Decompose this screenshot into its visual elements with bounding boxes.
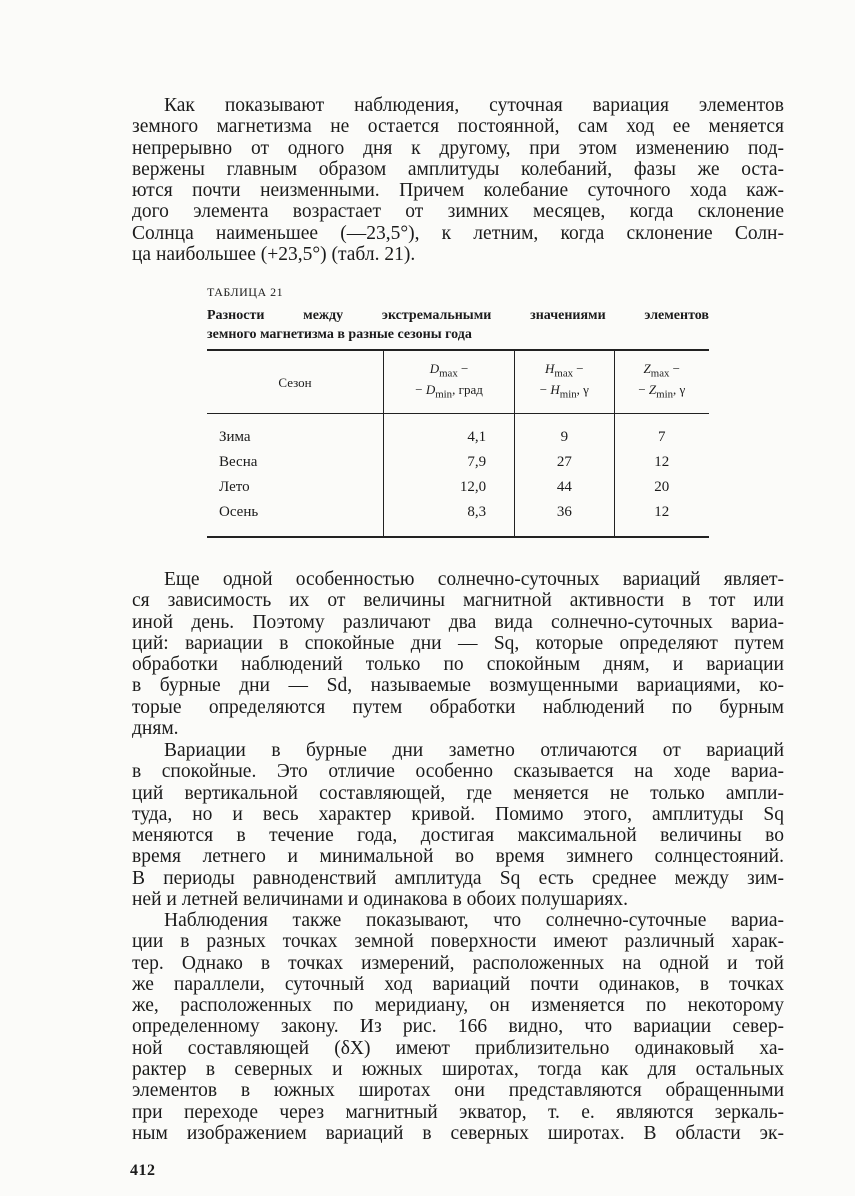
- paragraph-3: [132, 740, 784, 910]
- text-line: торые определяются путем обработки наблюдений по бурным: [132, 696, 784, 718]
- cell-d: 12,0: [384, 475, 515, 500]
- text-line: дого элемента возрастает от зимних месяцев, когда склонение: [132, 201, 784, 223]
- table-row: [207, 414, 709, 451]
- text-line: непрерывно от одного дня к другому, при этом изменению под-: [132, 137, 784, 159]
- cell-h: 44: [515, 475, 614, 500]
- data-table: [207, 349, 709, 538]
- table-row: [207, 475, 709, 500]
- text-line: же параллели, суточный ход вариаций почти одинаков, в точках: [132, 973, 784, 995]
- table-label: ТАБЛИЦА 21: [207, 285, 284, 299]
- paragraph-1: [132, 95, 784, 265]
- text-line: определенному закону. Из рис. 166 видно, что вариации север-: [132, 1016, 784, 1038]
- text-line: же, расположенных по меридиану, он изменяется по некоторому: [132, 995, 784, 1017]
- header-d-range: $D_{max}$ − − $D_{min}$, град: [384, 350, 515, 414]
- text-line: ца наибольшее (+23,5°) (табл. 21).: [132, 244, 416, 266]
- cell-season: Зима: [219, 429, 251, 445]
- text-line: Вариации в бурные дни заметно отличаются от вариаций: [164, 740, 784, 761]
- cell-z: 12: [614, 500, 709, 537]
- text-line: рактер в северных и южных широтах, тогда как для остальных: [132, 1059, 784, 1081]
- text-line: ся зависимость их от величины магнитной активности в тот или: [132, 590, 784, 612]
- text-line: в спокойные. Это отличие особенно сказывается на ходе вариа-: [132, 761, 784, 783]
- text-line: Еще одной особенностью солнечно-суточных вариаций являет-: [164, 569, 784, 590]
- cell-z: 7: [614, 414, 709, 451]
- cell-season: Лето: [219, 479, 250, 495]
- header-z-range: $Z_{max}$ − − $Z_{min}$, γ: [614, 350, 709, 414]
- cell-h: 9: [515, 414, 614, 451]
- cell-d: 4,1: [384, 414, 515, 451]
- cell-h: 36: [515, 500, 614, 537]
- text-line: туда, но и весь характер кривой. Помимо этого, амплитуды Sq: [132, 803, 784, 825]
- text-line: при переходе через магнитный экватор, т. е. являются зеркаль-: [132, 1101, 784, 1123]
- paragraph-4: [132, 910, 784, 1144]
- text-line: обработки наблюдений только по спокойным дням, и вариации: [132, 654, 784, 676]
- paragraph-2: [132, 569, 784, 739]
- table-title-line: земного магнетизма в разные сезоны года: [207, 327, 472, 342]
- table-title: [207, 306, 709, 344]
- text-line: дням.: [132, 718, 179, 740]
- table-header-row: [207, 350, 709, 414]
- text-line: ней и летней величинами и одинакова в обоих полушариях.: [132, 889, 629, 911]
- text-line: Как показывают наблюдения, суточная вариация элементов: [164, 95, 784, 116]
- text-line: время летнего и минимальной во время зимнего солнцестояний.: [132, 846, 784, 868]
- text-line: земного магнетизма не остается постоянной, сам ход ее меняется: [132, 116, 784, 138]
- table-row: [207, 450, 709, 475]
- cell-z: 12: [614, 450, 709, 475]
- text-line: ным изображением вариаций в северных широтах. В области эк-: [132, 1122, 784, 1144]
- text-line: Солнца наименьшее (—23,5°), к летним, когда склонение Солн-: [132, 222, 784, 244]
- text-line: в бурные дни — Sd, называемые возмущенными вариациями, ко-: [132, 675, 784, 697]
- cell-d: 8,3: [384, 500, 515, 537]
- table-title-line: Разности между экстремальными значениями элементов: [207, 308, 709, 323]
- cell-season: Осень: [207, 500, 384, 537]
- text-line: иной день. Поэтому различают два вида солнечно-суточных вариа-: [132, 611, 784, 633]
- page-number: 412: [130, 1162, 156, 1179]
- text-line: тер. Однако в точках измерений, расположенных на одной и той: [132, 952, 784, 974]
- text-line: вержены главным образом амплитуды колебаний, фазы же оста-: [132, 158, 784, 180]
- cell-z: 20: [614, 475, 709, 500]
- text-line: меняются в течение года, достигая максимальной величины во: [132, 825, 784, 847]
- header-h-range: $H_{max}$ − − $H_{min}$, γ: [515, 350, 614, 414]
- cell-h: 27: [515, 450, 614, 475]
- text-line: ются почти неизменными. Причем колебание суточного хода каж-: [132, 180, 784, 202]
- table-row: [207, 500, 709, 537]
- text-line: ной составляющей (δX) имеют приблизительно одинаковый ха-: [132, 1037, 784, 1059]
- text-line: ций вертикальной составляющей, где меняется не только ампли-: [132, 782, 784, 804]
- text-line: ции в разных точках земной поверхности имеют различный харак-: [132, 931, 784, 953]
- text-line: В периоды равноденствий амплитуда Sq есть среднее между зим-: [132, 867, 784, 889]
- text-line: ций: вариации в спокойные дни — Sq, которые определяют путем: [132, 632, 784, 654]
- cell-d: 7,9: [384, 450, 515, 475]
- text-line: Наблюдения также показывают, что солнечно-суточные вариа-: [164, 910, 784, 931]
- text-line: элементов в южных широтах они представляются обращенными: [132, 1080, 784, 1102]
- header-season: Сезон: [207, 350, 384, 414]
- cell-season: Весна: [219, 454, 258, 470]
